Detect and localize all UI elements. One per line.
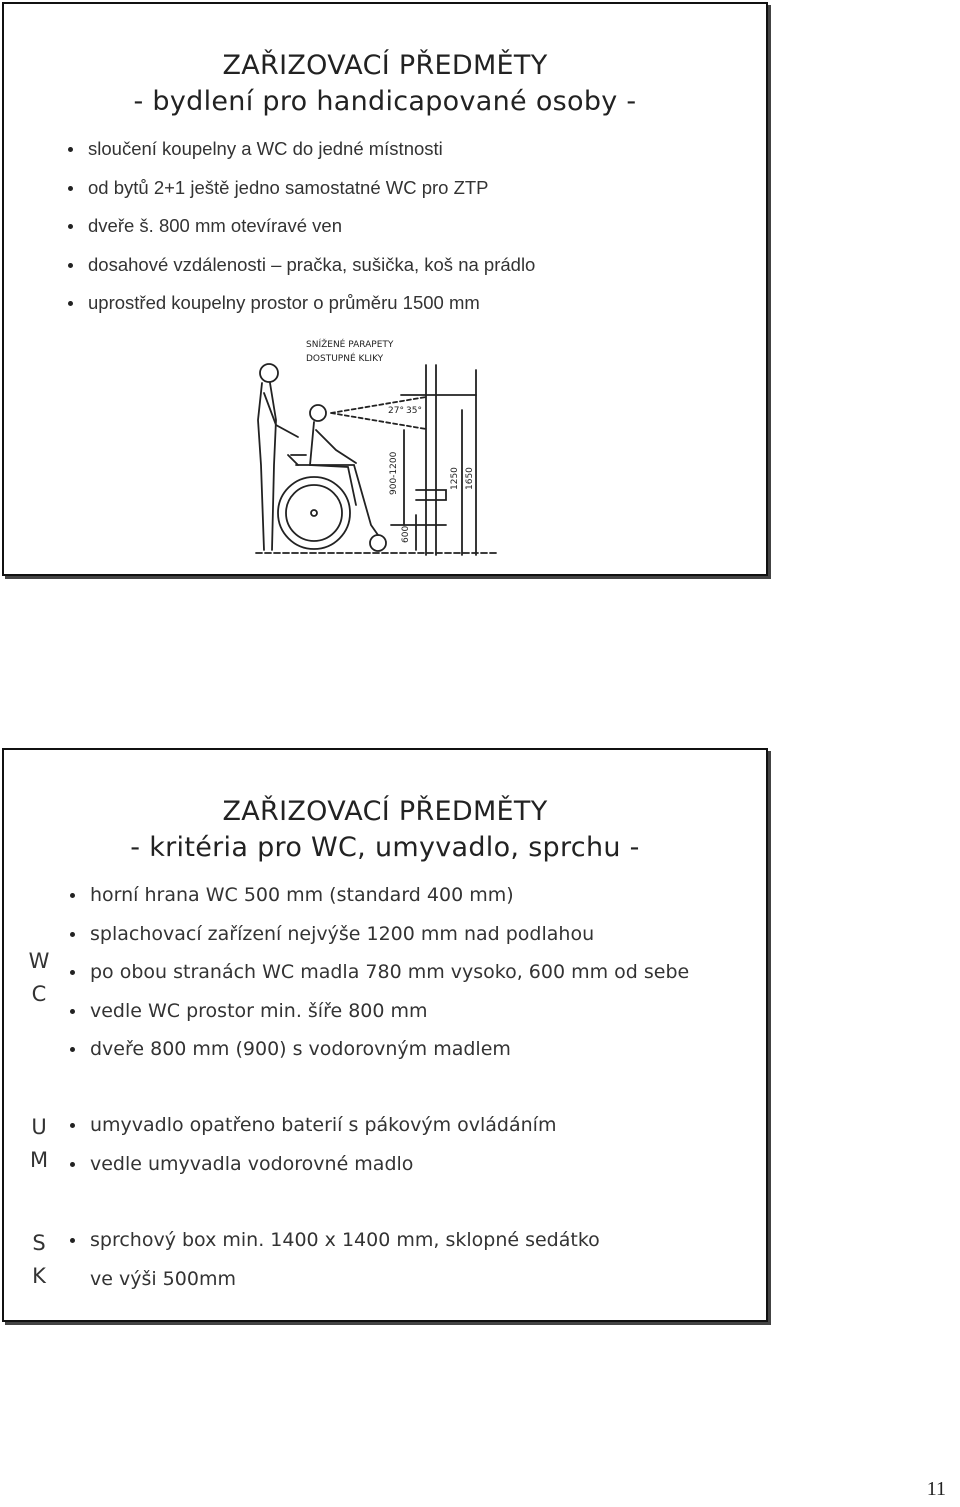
slide-2-title [4,794,766,866]
list-item: sprchový box min. 1400 x 1400 mm, sklopné sedátko [70,1225,600,1264]
washbasin-criteria-list [70,1110,556,1187]
side-label-um [26,1111,52,1177]
list-item: dosahové vzdálenosti – pračka, sušička, koš na prádlo [68,250,535,289]
side-label-letter: C [31,982,47,1006]
wheelchair-accessibility-sketch [236,325,506,565]
sketch-label-parapety: SNÍŽENÉ PARAPETY [306,340,394,350]
list-item: uprostřed koupelny prostor o průměru 1500 mm [68,288,535,327]
dim-600: 600 [401,525,411,543]
slide-1-bullet-list [68,134,535,327]
side-label-letter: U [31,1115,47,1139]
side-label-wc [26,945,52,1011]
list-item: horní hrana WC 500 mm (standard 400 mm) [70,880,689,919]
page-number: 11 [926,1478,946,1500]
shower-criteria-list [70,1225,600,1302]
side-label-letter: K [32,1264,46,1288]
side-label-letter: W [28,949,50,973]
dim-1250: 1250 [450,467,460,490]
list-item: umyvadlo opatřeno baterií s pákovým ovládáním [70,1110,556,1149]
list-item: po obou stranách WC madla 780 mm vysoko, 600 mm od sebe [70,957,689,996]
side-label-letter: S [32,1231,46,1255]
side-label-letter: M [29,1148,49,1172]
dim-angle-27: 27° [388,406,404,416]
list-item: od bytů 2+1 ještě jedno samostatné WC pro ZTP [68,173,535,212]
dim-angle-35: 35° [406,406,422,416]
slide-2-title-line-1: ZAŘIZOVACÍ PŘEDMĚTY [222,796,548,827]
slide-2-title-line-2: - kritéria pro WC, umyvadlo, sprchu - [130,832,640,863]
wc-criteria-list [70,880,689,1073]
slide-1-title [4,48,766,120]
list-item: dveře š. 800 mm otevíravé ven [68,211,535,250]
list-item: vedle umyvadla vodorovné madlo [70,1149,556,1188]
slide-1-title-line-2: - bydlení pro handicapované osoby - [133,86,637,117]
list-item: splachovací zařízení nejvýše 1200 mm nad podlahou [70,919,689,958]
dim-900-1200: 900-1200 [389,451,399,495]
slide-1-title-line-1: ZAŘIZOVACÍ PŘEDMĚTY [222,50,548,81]
list-item: sloučení koupelny a WC do jedné místnosti [68,134,535,173]
list-item: vedle WC prostor min. šíře 800 mm [70,996,689,1035]
list-item-continuation: ve výši 500mm [90,1267,236,1290]
dim-1650: 1650 [465,467,475,490]
list-item: dveře 800 mm (900) s vodorovným madlem [70,1034,689,1073]
side-label-sk [26,1227,52,1293]
sketch-label-kliky: DOSTUPNÉ KLIKY [306,354,384,364]
